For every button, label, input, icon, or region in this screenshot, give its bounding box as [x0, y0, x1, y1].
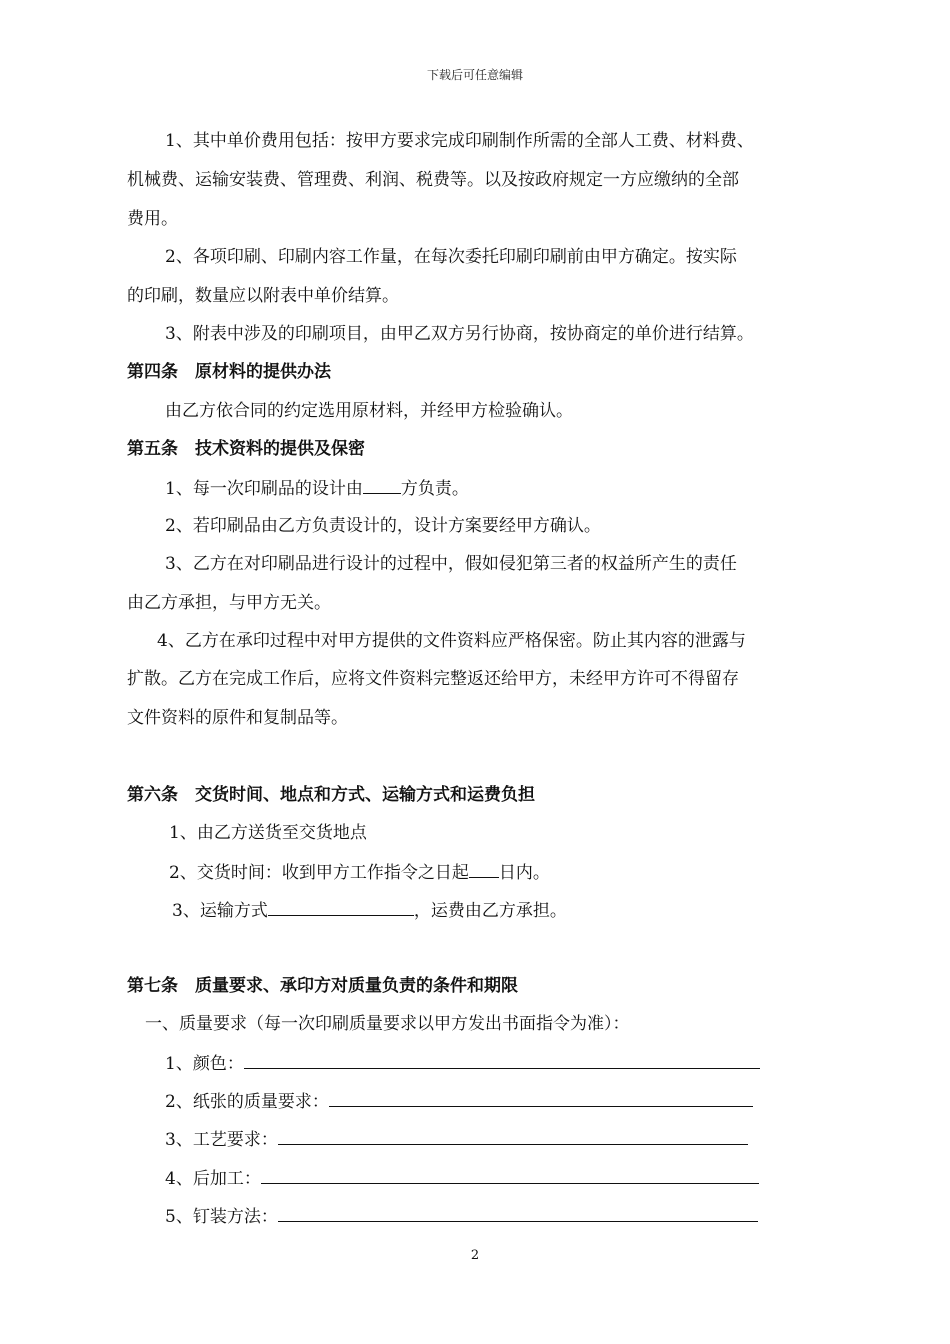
clause-3-item-1-line-2: 机械费、运输安装费、管理费、利润、税费等。以及按政府规定一方应缴纳的全部 [127, 170, 739, 190]
clause-3-item-1-line-3: 费用。 [127, 209, 178, 229]
section-5-item-2: 2、若印刷品由乙方负责设计的，设计方案要经甲方确认。 [165, 516, 601, 536]
section-5-item-1-text-b: 方负责。 [400, 479, 469, 499]
section-6-item-2-text-b: 日内。 [498, 863, 550, 883]
section-5-item-3-line-2: 由乙方承担，与甲方无关。 [127, 593, 331, 613]
quality-color-row [165, 1052, 760, 1075]
quality-paper-label: 2、纸张的质量要求： [165, 1092, 329, 1112]
clause-3-item-3: 3、附表中涉及的印刷项目，由甲乙双方另行协商，按协商定的单价进行结算。 [165, 324, 754, 344]
section-4-title: 第四条 原材料的提供办法 [127, 362, 331, 382]
quality-process-row [165, 1128, 748, 1151]
designer-blank-field[interactable] [363, 477, 401, 494]
quality-color-blank-field[interactable] [244, 1052, 760, 1069]
section-4-body: 由乙方依合同的约定选用原材料，并经甲方检验确认。 [165, 401, 573, 421]
quality-paper-blank-field[interactable] [329, 1090, 753, 1107]
section-6-title: 第六条 交货时间、地点和方式、运输方式和运费负担 [127, 785, 535, 805]
delivery-days-blank-field[interactable] [469, 861, 499, 878]
section-5-item-1 [165, 477, 469, 500]
quality-binding-label: 5、钉装方法： [165, 1207, 278, 1227]
section-6-item-2 [169, 861, 550, 884]
section-6-item-1: 1、由乙方送货至交货地点 [169, 823, 367, 843]
section-5-item-1-text-a: 1、每一次印刷品的设计由 [165, 479, 363, 499]
section-6-item-3-text-a: 3、运输方式 [172, 901, 268, 921]
clause-3-item-1-line-1: 1、其中单价费用包括：按甲方要求完成印刷制作所需的全部人工费、材料费、 [165, 131, 754, 151]
quality-postprocess-blank-field[interactable] [261, 1167, 759, 1184]
clause-3-item-2-line-1: 2、各项印刷、印刷内容工作量，在每次委托印刷印刷前由甲方确定。按实际 [165, 247, 737, 267]
quality-postprocess-label: 4、后加工： [165, 1169, 261, 1189]
quality-process-blank-field[interactable] [278, 1128, 748, 1145]
section-5-title: 第五条 技术资料的提供及保密 [127, 439, 365, 459]
section-5-item-4-line-2: 扩散。乙方在完成工作后，应将文件资料完整返还给甲方，未经甲方许可不得留存 [127, 669, 739, 689]
section-6-item-2-text-a: 2、交货时间：收到甲方工作指令之日起 [169, 863, 469, 883]
section-5-item-3-line-1: 3、乙方在对印刷品进行设计的过程中，假如侵犯第三者的权益所产生的责任 [165, 554, 737, 574]
section-6-item-3-text-b: ，运费由乙方承担。 [413, 901, 567, 921]
section-6-item-3 [172, 899, 567, 922]
page-number: 2 [470, 1248, 480, 1263]
section-7-title: 第七条 质量要求、承印方对质量负责的条件和期限 [127, 976, 518, 996]
clause-3-item-2-line-2: 的印刷，数量应以附表中单价结算。 [127, 286, 399, 306]
page-header-note: 下载后可任意编辑 [426, 68, 523, 82]
section-7-sub-heading: 一、质量要求（每一次印刷质量要求以甲方发出书面指令为准）： [145, 1014, 630, 1034]
quality-binding-row [165, 1205, 758, 1228]
quality-binding-blank-field[interactable] [278, 1205, 758, 1222]
quality-postprocess-row [165, 1167, 759, 1190]
section-5-item-4-line-3: 文件资料的原件和复制品等。 [127, 708, 348, 728]
quality-process-label: 3、工艺要求： [165, 1130, 278, 1150]
quality-paper-row [165, 1090, 753, 1113]
transport-method-blank-field[interactable] [268, 899, 414, 916]
quality-color-label: 1、颜色： [165, 1054, 244, 1074]
section-5-item-4-line-1: 4、乙方在承印过程中对甲方提供的文件资料应严格保密。防止其内容的泄露与 [157, 631, 746, 651]
